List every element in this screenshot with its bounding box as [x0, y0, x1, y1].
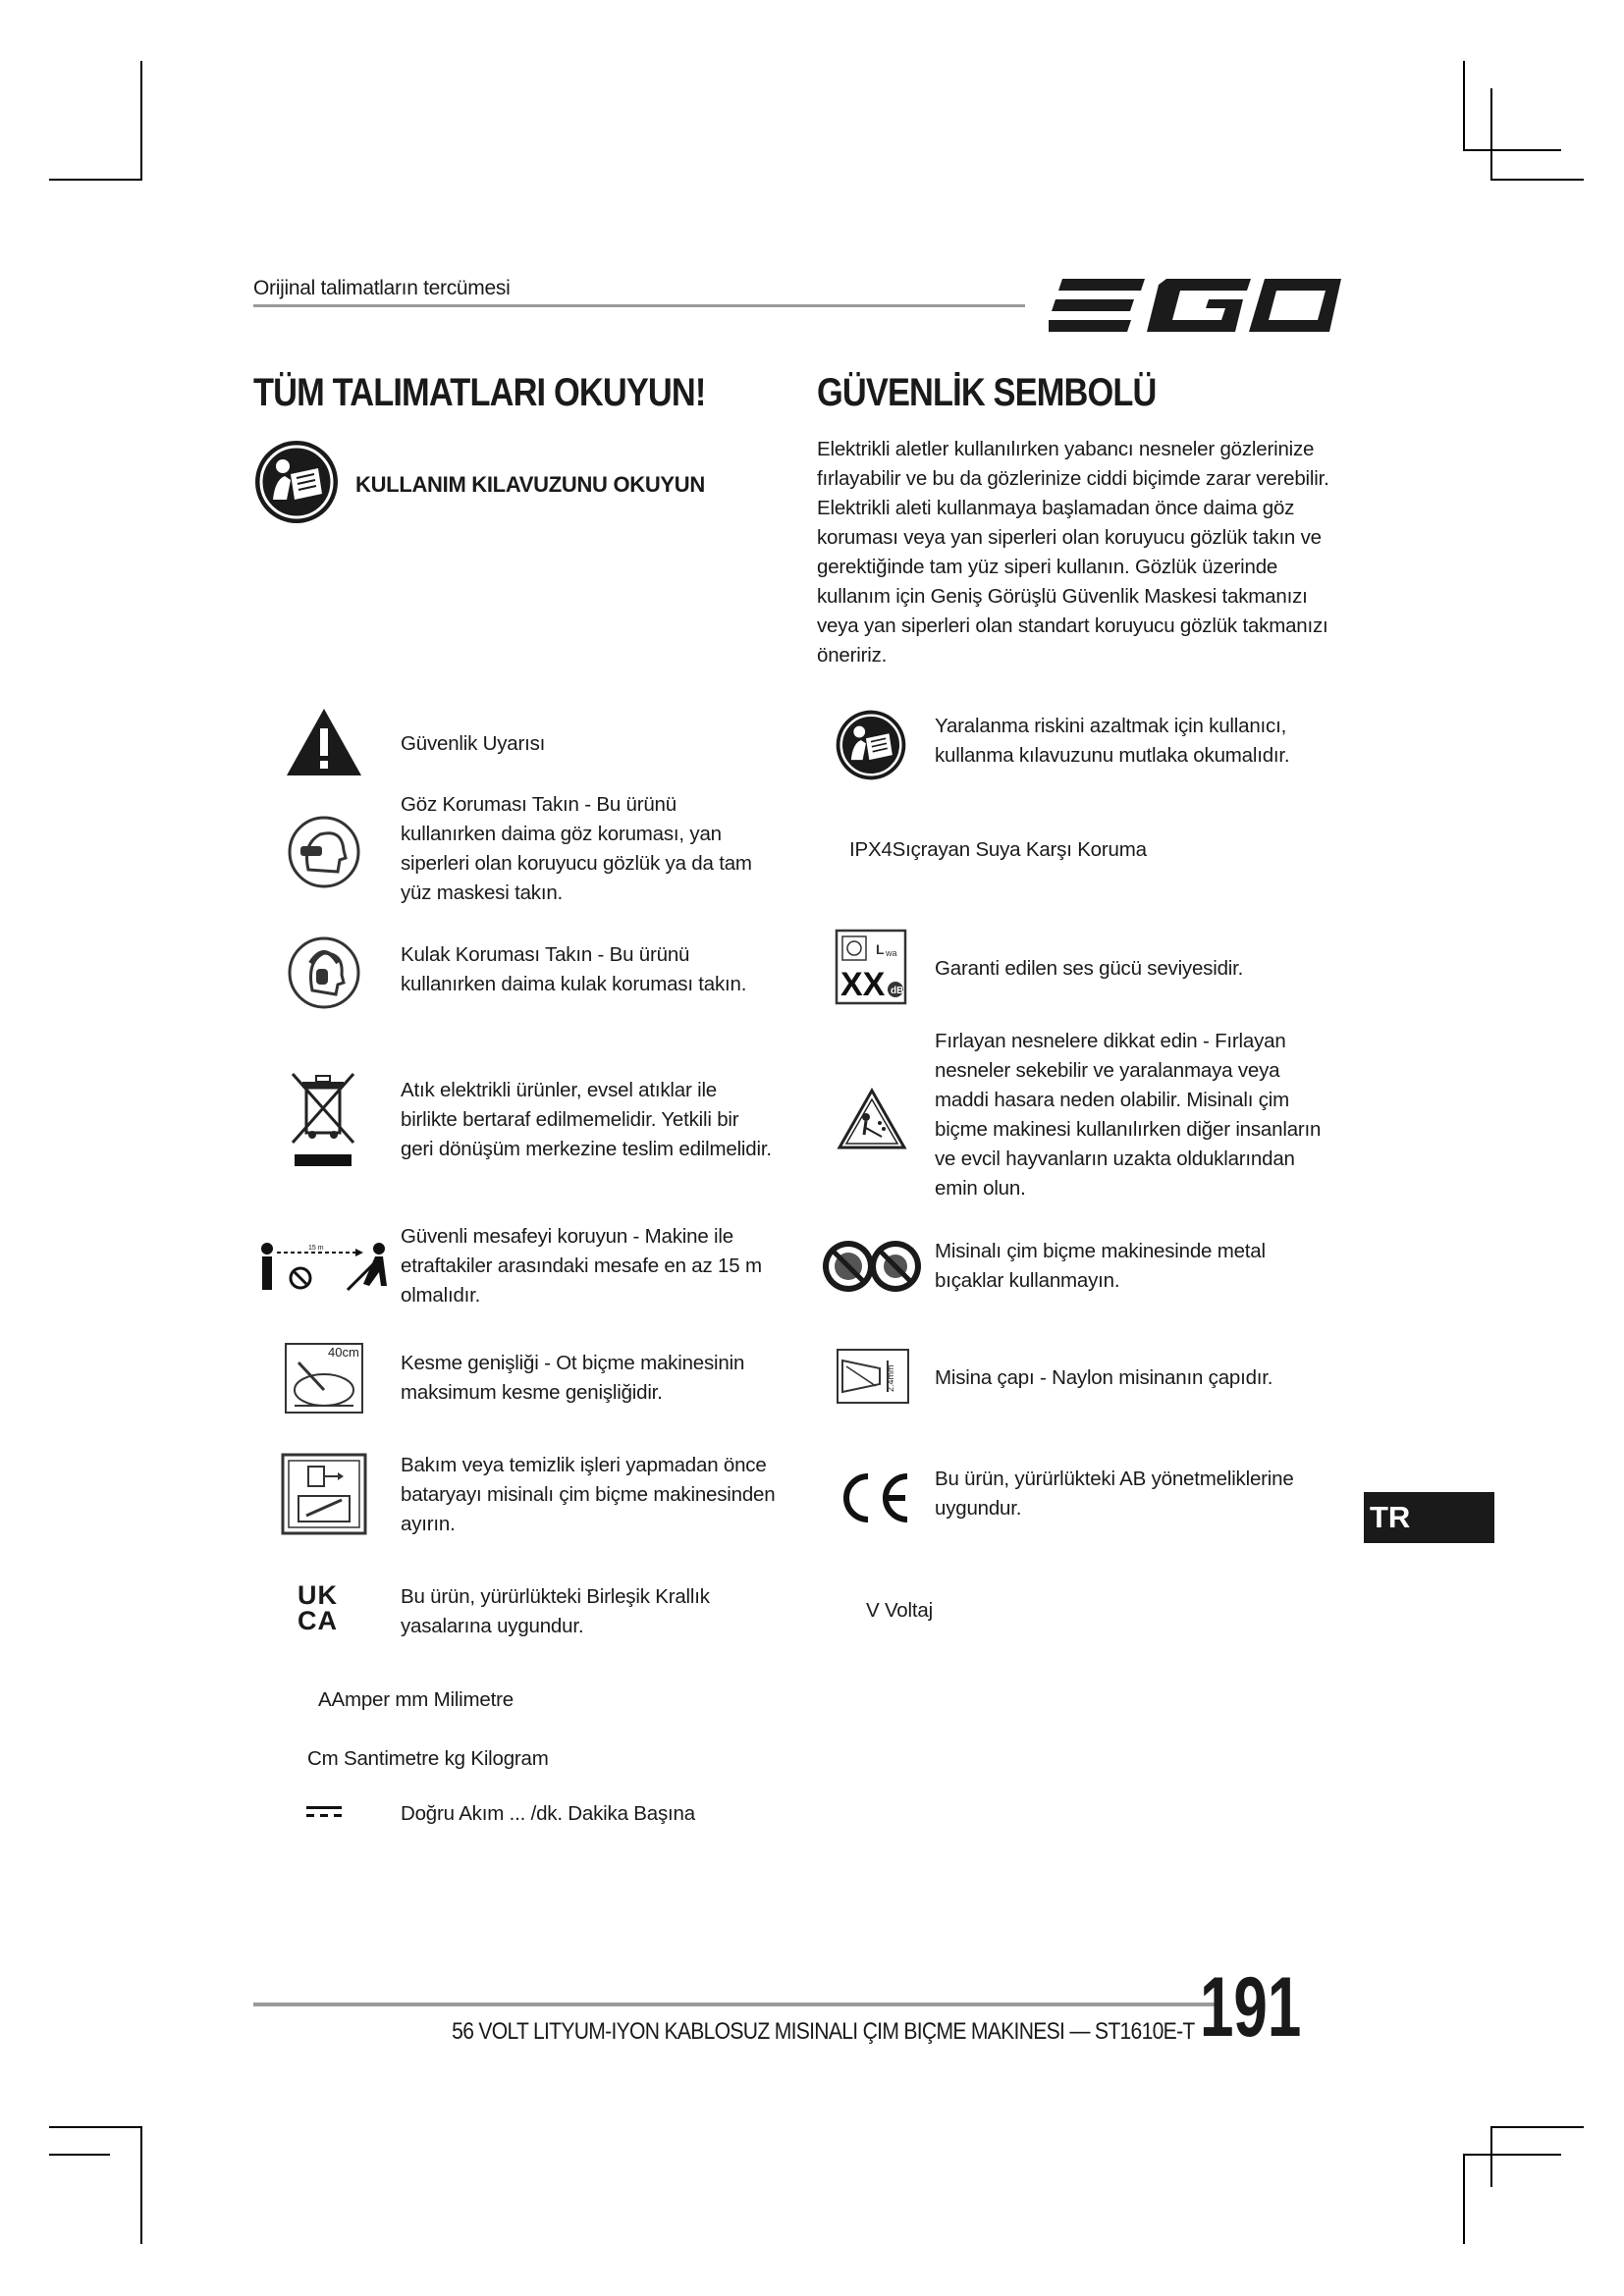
svg-text:dB: dB: [891, 986, 904, 996]
crop-mark: [49, 2154, 110, 2156]
svg-text:L: L: [876, 941, 885, 957]
ipx4-text: IPX4Sıçrayan Suya Karşı Koruma: [849, 838, 1147, 861]
safe-distance-icon: [253, 1239, 391, 1294]
safety-warning-text: Güvenlik Uyarısı: [401, 732, 546, 755]
crop-mark: [1463, 61, 1465, 151]
cutting-width-icon-label: 40cm: [328, 1345, 359, 1360]
ukca-mark-icon: UK CA: [298, 1580, 338, 1635]
ego-logo-icon: [1049, 273, 1343, 338]
line-diameter-icon: [837, 1349, 909, 1404]
no-metal-blades-icon: [821, 1237, 923, 1296]
line-diameter-text: Misina çapı - Naylon misinanın çapıdır.: [935, 1366, 1273, 1389]
crop-mark: [140, 2126, 142, 2244]
read-manual-small-icon: [835, 709, 907, 781]
crop-mark: [49, 179, 142, 181]
right-heading: GÜVENLİK SEMBOLÜ: [817, 371, 1157, 414]
units-dc-min: Doğru Akım ... /dk. Dakika Başına: [401, 1802, 695, 1825]
safe-distance-text: Güvenli mesafeyi koruyun - Makine ile etraftakiler arasındaki mesafe en az 15 m olmalıdır.: [401, 1225, 762, 1307]
maintenance-text: Bakım veya temizlik işleri yapmadan önce bataryayı misinalı çim biçme makinesinden ayırın.: [401, 1454, 776, 1535]
eye-protection-text: Göz Koruması Takın - Bu ürünü kullanırken daima göz koruması, yan siperleri olan koruyucu gözlük ya da tam yüz maskesi takın.: [401, 793, 752, 904]
ear-protection-icon: [287, 935, 361, 1010]
header-rule: [253, 304, 1025, 307]
line-diameter-icon-label: 2.4mm: [886, 1364, 895, 1392]
eye-protection-icon: [287, 815, 361, 889]
crop-mark: [1490, 179, 1584, 181]
manual-label: KULLANIM KILAVUZUNU OKUYUN: [355, 472, 705, 497]
sound-power-text: Garanti edilen ses gücü seviyesidir.: [935, 957, 1244, 980]
crop-mark: [1490, 2126, 1584, 2128]
ce-text: Bu ürün, yürürlükteki AB yönetmeliklerine uygundur.: [935, 1468, 1294, 1520]
left-heading: TÜM TALIMATLARI OKUYUN!: [253, 371, 706, 414]
crop-mark: [140, 61, 142, 181]
thrown-objects-icon: [837, 1088, 907, 1150]
volt-text: V Voltaj: [866, 1599, 933, 1622]
ce-mark-icon: [837, 1468, 913, 1527]
crop-mark: [1490, 2126, 1492, 2187]
units-cm-kg: Cm Santimetre kg Kilogram: [307, 1747, 549, 1770]
maintenance-icon: [281, 1453, 367, 1535]
ukca-text: Bu ürün, yürürlükteki Birleşik Krallık yasalarına uygundur.: [401, 1585, 710, 1637]
thrown-objects-text: Fırlayan nesnelere dikkat edin - Fırlayan nesneler sekebilir ve yaralanmaya veya maddi hasara neden olabilir. Misinalı çim biçme makinesi kullanılırken diğer insanların ve evcil hayvanların uzakta olduklarından emin olun.: [935, 1030, 1322, 1200]
sound-power-icon: [835, 929, 907, 1005]
cutting-width-icon: [285, 1343, 363, 1414]
svg-text:wa: wa: [886, 948, 897, 958]
crop-mark: [49, 2126, 142, 2128]
language-tab: TR: [1364, 1492, 1494, 1543]
footer-title: 56 VOLT LITYUM-IYON KABLOSUZ MISINALI ÇIM BIÇME MAKINESI — ST1610E-T: [452, 2018, 1195, 2045]
intro-paragraph: Elektrikli aletler kullanılırken yabancı nesneler gözlerinize fırlayabilir ve bu da gözlerinize ciddi biçimde zarar verebilir. Elektrikli aleti kullanmaya başlamadan önce daima göz koruması veya yan siperleri olan koruyucu gözlük takın ve gerektiğinde tam yüz siperi kullanın. Gözlük üzerinde kullanım için Geniş Görüşlü Güvenlik Maskesi takmanızı veya yan siperleri olan standart koruyucu gözlük takmanızı öneririz.: [817, 438, 1329, 667]
read-manual-icon: [253, 439, 340, 525]
weee-bin-icon: [287, 1070, 359, 1170]
no-metal-blades-text: Misinalı çim biçme makinesinde metal bıçaklar kullanmayın.: [935, 1240, 1266, 1292]
crop-mark: [1463, 2154, 1465, 2244]
cutting-width-text: Kesme genişliği - Ot biçme makinesinin maksimum kesme genişliğidir.: [401, 1352, 745, 1404]
safe-distance-icon-label: 15 m: [308, 1245, 324, 1252]
crop-mark: [1463, 2154, 1561, 2156]
units-ampere-mm: AAmper mm Milimetre: [318, 1688, 514, 1711]
crop-mark: [1490, 88, 1492, 181]
crop-mark: [1463, 149, 1561, 151]
direct-current-icon: [306, 1804, 344, 1820]
read-manual-text: Yaralanma riskini azaltmak için kullanıcı, kullanma kılavuzunu mutlaka okumalıdır.: [935, 715, 1290, 767]
header-subtitle: Orijinal talimatların tercümesi: [253, 277, 511, 299]
sound-power-icon-label: XX: [840, 966, 886, 1003]
page-number: 191: [1200, 1960, 1302, 2055]
ear-protection-text: Kulak Koruması Takın - Bu ürünü kullanırken daima kulak koruması takın.: [401, 943, 747, 995]
warning-triangle-icon: [285, 707, 363, 777]
weee-text: Atık elektrikli ürünler, evsel atıklar ile birlikte bertaraf edilmemelidir. Yetkili bir geri dönüşüm merkezine teslim edilmelidir.: [401, 1079, 772, 1160]
footer-rule: [253, 2002, 1220, 2006]
brand-logo: [1049, 273, 1343, 338]
